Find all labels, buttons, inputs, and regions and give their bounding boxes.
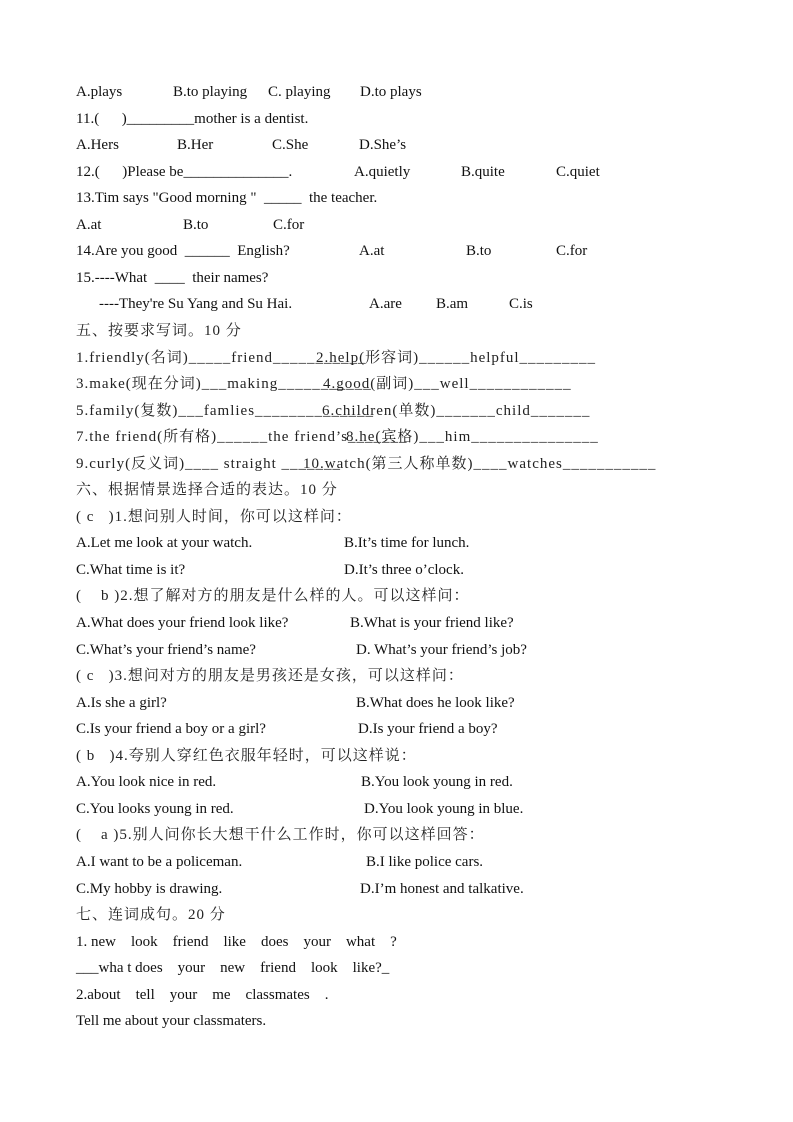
question-text: A.You look nice in red. <box>76 774 217 791</box>
question-text: ( c )3.想问对方的朋友是男孩还是女孩，可以这样问： <box>76 668 464 685</box>
answer-option: 8.he(宾格)___him_______________ <box>346 429 599 446</box>
question-text: 3.make(现在分词)___making___________ <box>76 376 372 393</box>
question-text: ( b )2.想了解对方的朋友是什么样的人。可以这样问： <box>76 588 470 605</box>
question-text: A.at <box>76 216 102 233</box>
answer-option: B.I like police cars. <box>366 853 484 870</box>
question-text: 11.( )_________mother is a dentist. <box>76 110 309 127</box>
answer-option: C.She <box>272 137 309 154</box>
answer-option: B.to <box>466 243 492 260</box>
question-text: C.My hobby is drawing. <box>76 880 223 897</box>
answer-option: A.at <box>359 243 385 260</box>
answer-option: B.to <box>183 216 209 233</box>
question-text: 2.about tell your me classmates . <box>76 986 329 1003</box>
question-text: ___wha t does your new friend look like?_ <box>76 960 390 977</box>
answer-option: A.are <box>369 296 402 313</box>
answer-option: D.She’s <box>359 137 407 154</box>
question-text: 7.the friend(所有格)______the friend’s_______ <box>76 429 408 446</box>
question-text: 1.friendly(名词)_____friend___________ <box>76 349 367 366</box>
answer-option: A.quietly <box>354 163 411 180</box>
answer-option: D.You look young in blue. <box>364 800 524 817</box>
section-heading-7: 七、连词成句。20 分 <box>76 907 226 924</box>
answer-option: C.for <box>273 216 305 233</box>
answer-option: D.to plays <box>360 84 422 100</box>
answer-option: B.It’s time for lunch. <box>344 535 470 552</box>
question-text: ( a )5.别人问你长大想干什么工作时，你可以这样回答： <box>76 827 485 844</box>
answer-option: 4.good(副词)___well____________ <box>323 376 572 393</box>
answer-option: C.is <box>509 296 533 313</box>
question-text: 9.curly(反义词)____ straight _______ <box>76 455 342 472</box>
answer-option: B.to playing <box>173 84 248 100</box>
question-text: 15.----What ____ their names? <box>76 269 269 286</box>
question-text: C.What time is it? <box>76 561 186 578</box>
answer-option: D. What’s your friend’s job? <box>356 641 527 658</box>
answer-option: B.What is your friend like? <box>350 615 514 631</box>
section-heading-6: 六、根据情景选择合适的表达。10 分 <box>76 482 338 499</box>
answer-option: B.am <box>436 296 469 313</box>
section-heading-5: 五、按要求写词。10 分 <box>76 322 242 339</box>
question-text: A.Let me look at your watch. <box>76 535 253 552</box>
question-text: 5.family(复数)___famlies______________ <box>76 402 375 419</box>
question-text: 14.Are you good ______ English? <box>76 243 290 260</box>
question-text: A.Is she a girl? <box>76 694 167 711</box>
answer-option: C. playing <box>268 84 331 100</box>
answer-option: 6.children(单数)_______child_______ <box>322 402 591 419</box>
answer-option: C.quiet <box>556 163 600 180</box>
question-text: ----They're Su Yang and Su Hai. <box>99 296 293 313</box>
answer-option: D.Is your friend a boy? <box>358 721 498 738</box>
answer-option: 10.watch(第三人称单数)____watches___________ <box>303 455 657 472</box>
question-text: A.Hers <box>76 137 119 154</box>
answer-option: B.quite <box>461 163 505 180</box>
answer-option: B.You look young in red. <box>361 774 513 791</box>
question-text: C.Is your friend a boy or a girl? <box>76 721 266 738</box>
answer-option: C.for <box>556 243 588 260</box>
question-text: A.I want to be a policeman. <box>76 853 243 870</box>
answer-option: B.What does he look like? <box>356 694 515 711</box>
question-text: A.plays <box>76 84 123 100</box>
question-text: Tell me about your classmaters. <box>76 1013 267 1030</box>
question-text: 1. new look friend like does your what ? <box>76 933 397 950</box>
question-text: ( c )1.想问别人时间，你可以这样问： <box>76 508 352 525</box>
question-text: A.What does your friend look like? <box>76 615 289 631</box>
answer-option: D.It’s three o’clock. <box>344 561 464 578</box>
question-text: C.You looks young in red. <box>76 800 234 817</box>
answer-option: B.Her <box>177 137 214 154</box>
answer-option: D.I’m honest and talkative. <box>360 880 524 897</box>
question-text: 13.Tim says "Good morning " _____ the teacher. <box>76 190 378 207</box>
question-text: ( b )4.夸别人穿红色衣服年轻时，可以这样说： <box>76 747 417 764</box>
question-text: 12.( )Please be______________. <box>76 163 293 180</box>
answer-option: 2.help(形容词)______helpful_________ <box>316 349 597 366</box>
question-text: C.What’s your friend’s name? <box>76 641 256 658</box>
